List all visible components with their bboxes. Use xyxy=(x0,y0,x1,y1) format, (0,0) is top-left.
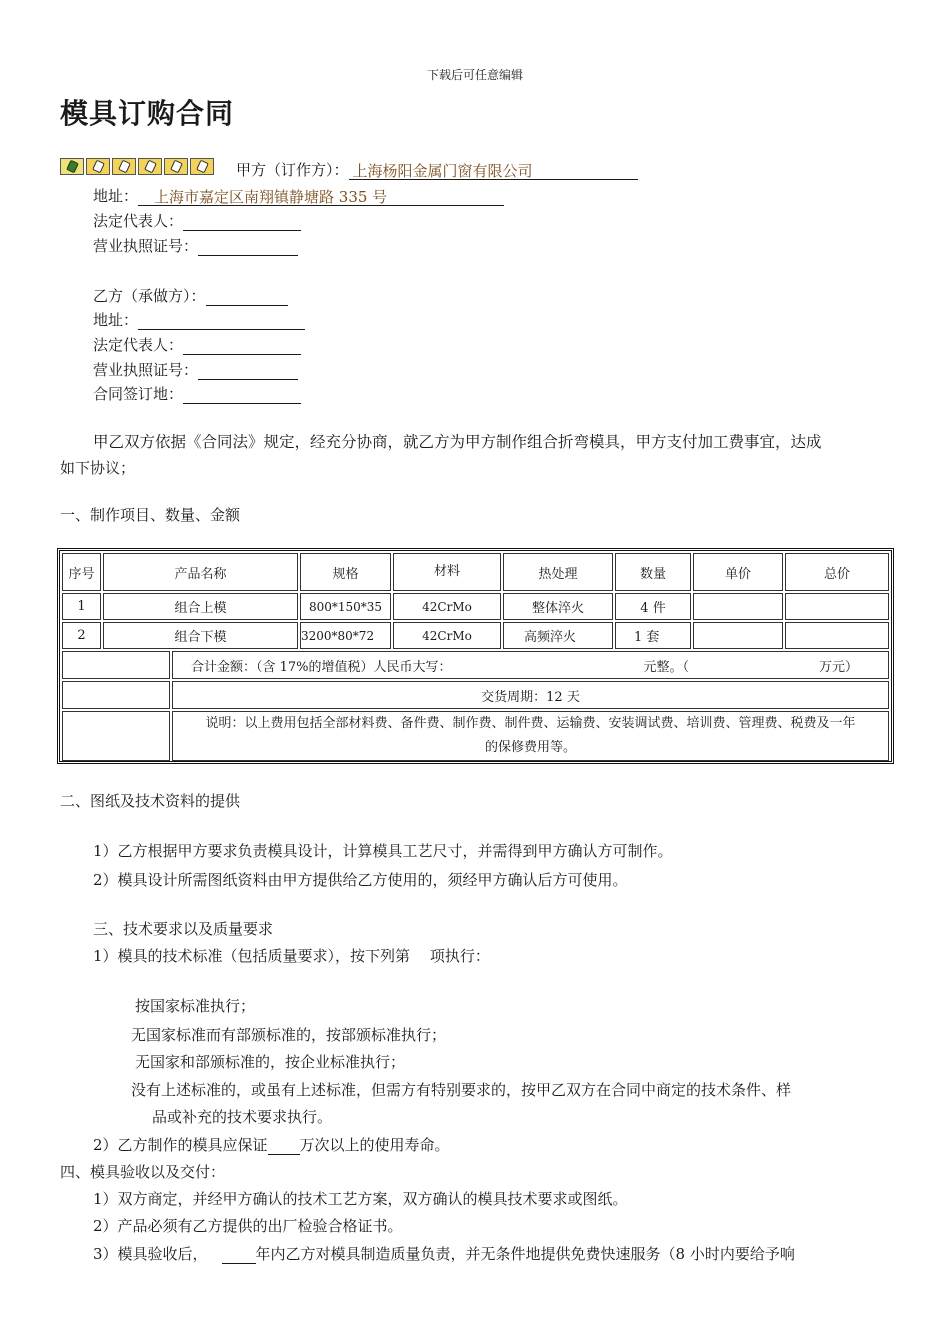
party-a-license-blank xyxy=(198,237,298,256)
party-b-place-blank xyxy=(183,385,301,404)
section-4-item-2: 2）产品必须有乙方提供的出厂检验合格证书。 xyxy=(93,1217,403,1235)
table-cell xyxy=(693,593,783,620)
toolbar-icons xyxy=(60,158,214,175)
table-cell xyxy=(62,681,170,709)
section-2-item-2: 2）模具设计所需图纸资料由甲方提供给乙方使用的，须经甲方确认后方可使用。 xyxy=(93,871,628,889)
page-header: 下载后可任意编辑 xyxy=(426,68,523,82)
standard-option-3: 无国家和部颁标准的，按企业标准执行； xyxy=(135,1053,406,1071)
party-b-license-label: 营业执照证号： xyxy=(93,361,199,379)
total-amount-yuan: 元整。（ xyxy=(643,659,690,675)
party-b-rep-blank xyxy=(183,336,301,355)
table-header-cell: 单价 xyxy=(693,553,783,591)
table-cell: 1 套 xyxy=(615,622,691,649)
table-header-cell: 序号 xyxy=(62,553,101,591)
document-icon xyxy=(86,158,110,175)
table-cell: 42CrMo xyxy=(393,622,501,649)
table-cell xyxy=(62,711,170,761)
note-line-2: 的保修费用等。 xyxy=(484,740,576,755)
table-cell: 4 件 xyxy=(615,593,691,620)
intro-line-2: 如下协议； xyxy=(60,459,136,477)
table-cell xyxy=(785,593,889,620)
party-b-rep-label: 法定代表人： xyxy=(93,336,184,354)
warranty-years-blank xyxy=(222,1245,256,1264)
total-amount-cell xyxy=(172,651,889,679)
party-b-license-blank xyxy=(198,361,298,380)
party-a-rep-blank xyxy=(183,212,301,231)
table-cell xyxy=(62,651,170,679)
party-a-address-row xyxy=(93,186,504,206)
section-4-title: 四、模具验收以及交付： xyxy=(60,1163,226,1181)
section-4-item-3: 3）模具验收后， 年内乙方对模具制造质量负责，并无条件地提供免费快速服务（8 小时内要给予响 xyxy=(93,1245,795,1263)
party-b-place-row xyxy=(93,384,301,404)
table-header-cell: 热处理 xyxy=(503,553,613,591)
section-3-item-2: 2）乙方制作的模具应保证 万次以上的使用寿命。 xyxy=(93,1136,450,1154)
delivery-cell: 交货周期：12 天 xyxy=(172,681,889,709)
lifetime-blank xyxy=(268,1136,300,1155)
table-cell: 组合下模 xyxy=(103,622,298,649)
standard-option-2: 无国家标准而有部颁标准的，按部颁标准执行； xyxy=(131,1026,447,1044)
party-b-place-label: 合同签订地： xyxy=(93,385,184,403)
document-icon xyxy=(164,158,188,175)
note-line-1: 说明：以上费用包括全部材料费、备件费、制作费、制件费、运输费、安装调试费、培训费、管理费、税费及一年 xyxy=(205,716,856,731)
section-2-title: 二、图纸及技术资料的提供 xyxy=(60,792,241,810)
standard-option-4-cont: 品或补充的技术要求执行。 xyxy=(152,1108,333,1126)
table-cell: 1 xyxy=(62,593,101,620)
section-3-title: 三、技术要求以及质量要求 xyxy=(93,920,274,938)
total-amount-wan: 万元） xyxy=(819,659,859,675)
table-header-cell: 总价 xyxy=(785,553,889,591)
table-cell: 组合上模 xyxy=(103,593,298,620)
table-header-cell: 材料 xyxy=(393,553,501,591)
note-cell xyxy=(172,711,889,761)
party-a-row xyxy=(236,160,638,180)
section-1-title: 一、制作项目、数量、金额 xyxy=(60,506,241,524)
party-a-label: 甲方（订作方）： xyxy=(236,161,349,179)
table-cell: 整体淬火 xyxy=(503,593,613,620)
party-a-rep-row xyxy=(93,211,301,231)
table-cell xyxy=(693,622,783,649)
table-cell xyxy=(785,622,889,649)
section-3-item-1: 1）模具的技术标准（包括质量要求），按下列第 项执行： xyxy=(93,947,490,965)
party-a-license-row xyxy=(93,236,298,256)
table-cell: 800*150*35 xyxy=(300,593,391,620)
document-icon xyxy=(138,158,162,175)
party-b-address-row xyxy=(93,310,305,330)
table-header-cell: 数量 xyxy=(615,553,691,591)
party-b-address-label: 地址： xyxy=(93,311,139,329)
table-cell: 3200*80*72 xyxy=(300,622,391,649)
party-a-address-value: 上海市嘉定区南翔镇静塘路 335 号 xyxy=(138,187,504,206)
document-icon xyxy=(60,158,84,175)
party-b-address-blank xyxy=(138,311,305,330)
order-table xyxy=(57,548,894,764)
standard-option-1: 按国家标准执行； xyxy=(135,997,256,1015)
party-a-rep-label: 法定代表人： xyxy=(93,212,184,230)
party-a-address-label: 地址： xyxy=(93,187,139,205)
party-b-row xyxy=(93,286,288,306)
table-cell: 高频淬火 xyxy=(503,622,613,649)
document-icon xyxy=(190,158,214,175)
total-amount-label: 合计金额：（含 17%的增值税）人民币大写： xyxy=(191,659,452,675)
standard-option-4: 没有上述标准的，或虽有上述标准，但需方有特别要求的，按甲乙双方在合同中商定的技术条件、样 xyxy=(131,1081,792,1099)
party-a-value: 上海杨阳金属门窗有限公司 xyxy=(349,161,638,180)
table-header-cell: 规格 xyxy=(300,553,391,591)
document-title: 模具订购合同 xyxy=(60,97,235,130)
table-cell: 2 xyxy=(62,622,101,649)
table-header-cell: 产品名称 xyxy=(103,553,298,591)
section-4-item-1: 1）双方商定，并经甲方确认的技术工艺方案，双方确认的模具技术要求或图纸。 xyxy=(93,1190,628,1208)
table-cell: 42CrMo xyxy=(393,593,501,620)
party-b-license-row xyxy=(93,360,298,380)
party-b-label: 乙方（承做方）： xyxy=(93,287,206,305)
party-a-license-label: 营业执照证号： xyxy=(93,237,199,255)
party-b-rep-row xyxy=(93,335,301,355)
section-2-item-1: 1）乙方根据甲方要求负责模具设计，计算模具工艺尺寸，并需得到甲方确认方可制作。 xyxy=(93,842,673,860)
party-b-blank xyxy=(206,287,288,306)
intro-line-1: 甲乙双方依据《合同法》规定，经充分协商，就乙方为甲方制作组合折弯模具，甲方支付加工费事宜，达成 xyxy=(93,433,822,451)
document-icon xyxy=(112,158,136,175)
